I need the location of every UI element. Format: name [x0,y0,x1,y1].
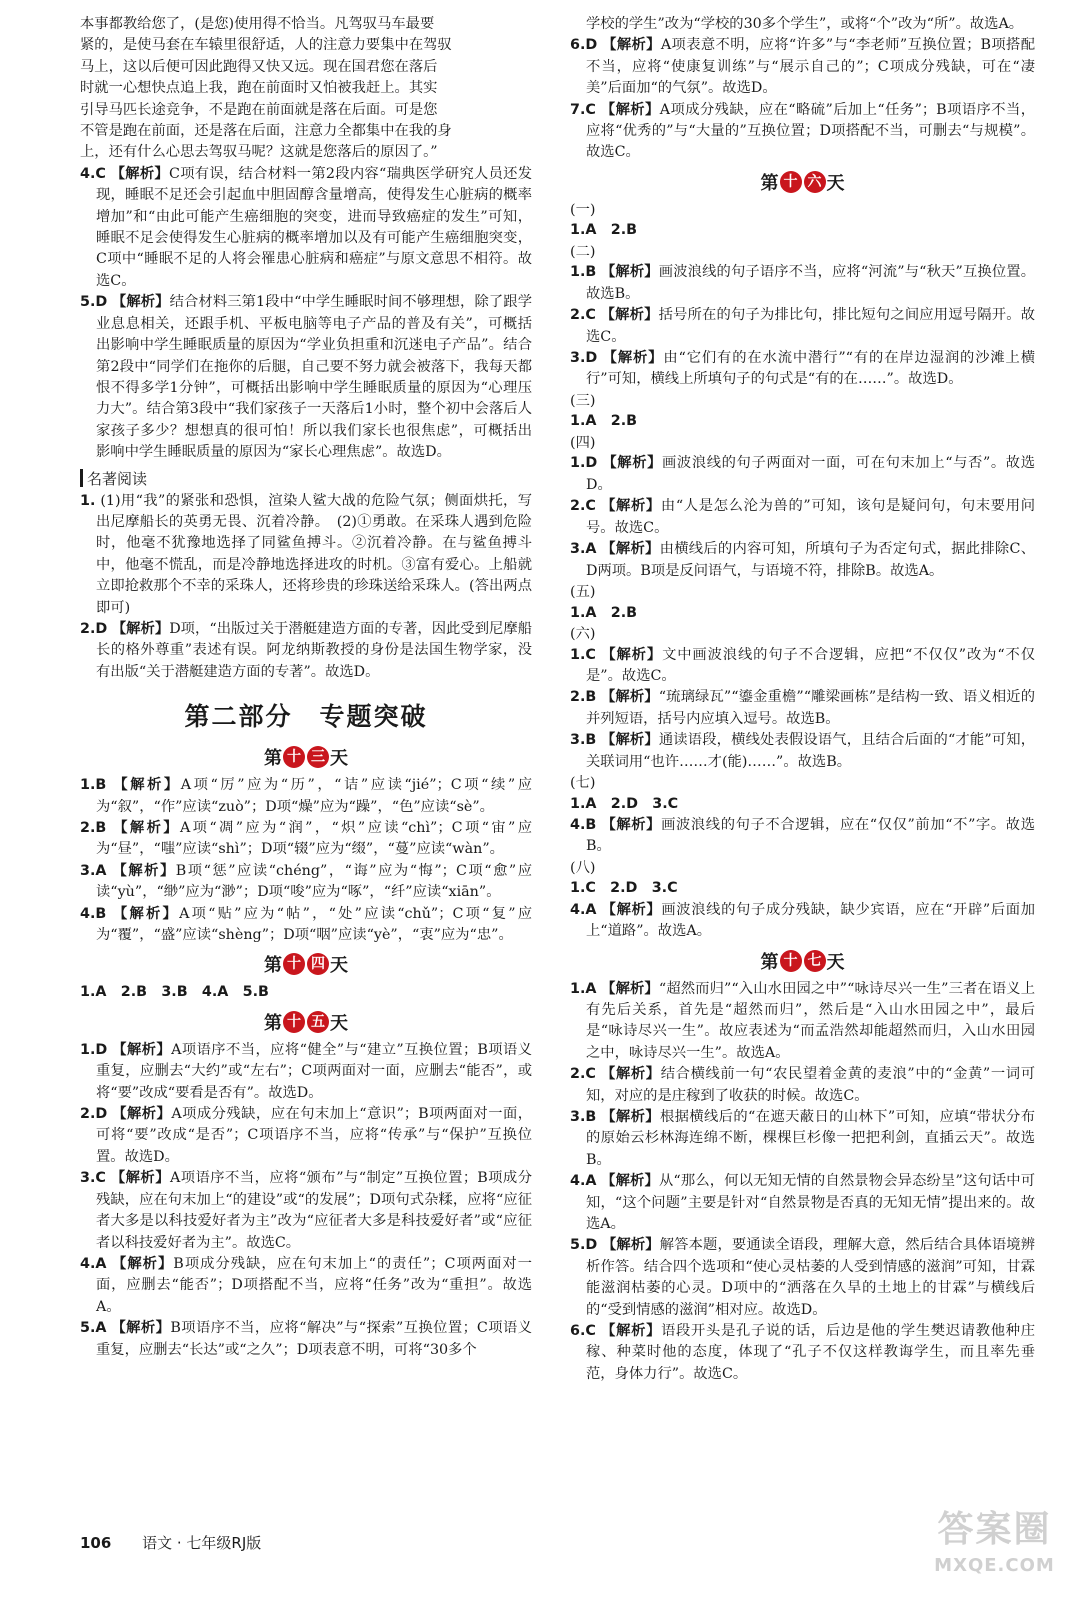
answer-number: 1. [80,492,96,509]
analysis-tag: 【解析】 [600,264,659,281]
analysis-tag: 【解析】 [601,816,662,833]
answer-text: A项语序不当，应将“健全”与“建立”互换位置；B项语义重复，应删去“大约”或“左右”；C项两面对一面，应删去“能否”，或将“要”改成“要看是否有”。故选D。 [96,1041,532,1101]
answer-text: “超然而归”“入山水田园之中”“咏诗尽兴一生”三者在语义上有先后关系，首先是“超然而归”，然后是“入山水田园之中”，最后是“咏诗尽兴一生”。故应表述为“而孟浩然却能超然而归，入山水田园之中，咏诗尽兴一生”。故选A。 [586,980,1036,1061]
day-prefix: 第 [264,1012,282,1034]
intro-line: 时就一心想快点追上我，跑在前面时又怕被我赶上。其实 [80,80,438,97]
day-number-badge: 三 [307,746,329,768]
analysis-tag: 【解析】 [600,689,659,706]
analysis-tag: 【解析】 [111,1320,171,1337]
answer-number: 5.D [570,1237,598,1254]
day-prefix: 第 [264,748,282,770]
answer-number: 1.B [570,264,597,281]
answer-item [570,1171,1035,1235]
group-label: (四) [570,434,596,451]
answer-item [570,1064,1035,1107]
page-footer [80,1532,261,1553]
day-number-badge: 十 [283,746,305,768]
classic-reading-label: 名著阅读 [87,469,148,488]
answer-item [80,818,532,861]
analysis-tag: 【解析】 [111,294,170,311]
analysis-tag: 【解析】 [602,37,661,54]
group-label: (三) [570,392,596,409]
answer-number: 2.C [570,307,596,324]
answer-number: 3.A [80,862,107,879]
answer-number: 1.D [570,455,598,472]
intro-line: 本事都教给您了，(是您)使用得不恰当。凡驾驭马车最要 [80,16,435,32]
answer-item [570,453,1035,496]
day-number-badge: 十 [283,1011,305,1033]
answer-item [570,348,1035,391]
book-title: 语文 · 七年级RJ版 [142,1534,262,1552]
answer-number: 4.B [570,816,597,833]
group-label: (八) [570,859,596,876]
group-label: (二) [570,243,596,260]
analysis-tag: 【解析】 [112,862,176,879]
answer-item [570,411,1035,432]
answer-item [570,1321,1035,1385]
answer-item [570,220,1035,241]
intro-line: 上，还有什么心思去驾驭马呢？这就是您落后的原因了。” [80,144,438,161]
answer-text: A项表意不明，应将“许多”与“李老师”互换位置；B项搭配不当，应将“使康复训练”与“展示自己的”；C项成分残缺，可在“凄美”后面加“的气氛”。故选D。 [586,37,1036,97]
answer-number: 4.A [570,901,597,918]
analysis-tag: 【解析】 [112,1041,172,1058]
answer-text: (1)用“我”的紧张和恐惧，渲染人鲨大战的危险气氛；侧面烘托，写出尼摩船长的英勇无畏、沉着冷静。 (2)①勇敢。在采珠人遇到危险时，他毫不犹豫地选择了同鲨鱼搏斗。②沉着冷静。在与鲨鱼搏斗中，他毫不慌乱，而是冷静地选择进攻的时机。③富有爱心。上船就立即抢救那个不幸的采珠人，还将珍贵的珍珠送给采珠人。(答出两点即可) [96,492,532,616]
answer-number: 4.B [80,905,107,922]
analysis-tag: 【解析】 [601,541,660,558]
answer-number: 2.D [80,1106,108,1123]
analysis-tag: 【解析】 [600,101,660,118]
answer-text: 由“人是怎么沦为兽的”可知，该句是疑问句，句末要用问号。故选C。 [586,498,1035,536]
day-13-heading [80,745,532,769]
answer-number: 2.C [570,498,596,515]
answer-text: 从“那么，何以无知无情的自然景物会异态纷呈”这句话中可知，“这个问题”主要是针对“自然景物是否真的无知无情”提出来的。故选A。 [586,1173,1036,1233]
answer-item [570,687,1035,730]
answer-text: A项语序不当，应将“颁布”与“制定”互换位置；B项成分残缺，应在句末加上“的建设”或“的发展”；D项句式杂糅，应将“应征者大多是以科技爱好者为主”改为“应征者大多是科技爱好者”或“应征者以科技爱好者为主”。故选C。 [96,1170,532,1251]
answer-text: 1.C 2.D 3.C [570,880,678,897]
answer-item [80,775,532,818]
answer-number: 1.D [80,1041,108,1058]
answer-number: 2.B [570,689,597,706]
watermark-url: MXQE.COM [934,1555,1055,1576]
answer-number: 5.A [80,1320,107,1337]
answer-text: 1.A 2.B [570,222,638,239]
answer-number: 1.A [570,980,597,997]
intro-translation [80,14,532,164]
answer-number: 3.B [570,1109,597,1125]
analysis-tag: 【解析】 [112,1255,174,1272]
answer-item [570,539,1035,582]
answer-text: 由“它们有的在水流中潜行”“有的在岸边湿润的沙滩上横行”可知，横线上所填句子的句式是“有的在……”。故选D。 [586,350,1035,388]
answer-text: 由横线后的内容可知，所填句子为否定句式，据此排除C、D两项。B项是反问语气，与语境不符，排除B。故选A。 [586,541,1036,579]
answer-number: 3.C [80,1170,106,1187]
answer-text: 画波浪线的句子不合逻辑，应在“仅仅”前加“不”字。故选B。 [586,816,1036,855]
group-label: (七) [570,774,596,791]
answer-list-reading [80,164,532,464]
day-number-badge: 五 [307,1011,329,1033]
answer-item [80,164,532,292]
day-suffix: 天 [330,748,348,770]
section-title: 第二部分 专题突破 [184,702,428,732]
answer-text: 根据横线后的“在遮天蔽日的山林下”可知，应填“带状分布的原始云杉林海连绵不断，棵棵巨杉像一把把利剑，直插云天”。故选B。 [586,1109,1036,1168]
answer-item [570,35,1035,99]
analysis-tag: 【解析】 [601,1323,662,1340]
watermark-logo [922,1505,1067,1595]
answer-number: 4.A [80,1255,107,1272]
analysis-tag: 【解析】 [600,307,659,324]
analysis-tag: 【解析】 [111,620,170,637]
day-number-badge: 十 [780,171,802,193]
answer-text: A项“凋”应为“润”，“炽”应读“chì”；C项“宙”应为“昼”，“嗤”应读“shì”；D项“辍”应为“缀”，“蔓”应读“wàn”。 [96,820,533,858]
right-column [570,14,1035,1385]
analysis-tag: 【解析】 [601,1109,660,1125]
answer-item [80,904,532,947]
analysis-tag: 【解析】 [601,1237,660,1254]
answer-item [80,1104,532,1168]
answer-item [80,1040,532,1104]
analysis-tag: 【解析】 [113,905,180,922]
day-14-heading [80,952,532,976]
answer-number: 3.D [570,350,598,367]
answer-text: 括号所在的句子为排比句，排比短句之间应用逗号隔开。故选C。 [586,307,1036,345]
intro-line: 马上，这以后便可因此跑得又快又远。现在国君您在落后 [80,58,438,75]
day-prefix: 第 [760,951,779,973]
answer-text: B项语序不当，应将“解决”与“探索”互换位置；C项语义重复，应删去“长达”或“之久”；D项表意不明，可将“30多个 [96,1320,532,1358]
answer-text: “琉璃绿瓦”“鎏金重檐”“雕梁画栋”是结构一致、语义相近的并列短语，括号内应填入逗号。故选B。 [586,689,1036,727]
answer-list-day13 [80,775,532,946]
answer-item [80,292,532,463]
answer-item [570,900,1035,943]
analysis-tag: 【解析】 [112,1106,172,1123]
answer-item [570,100,1035,164]
day-number-badge: 七 [804,950,826,972]
answer-text: 结合材料三第1段中“中学生睡眠时间不够理想，除了跟学业息息相关，还跟手机、平板电脑等电子产品的普及有关”，可概括出影响中学生睡眠质量的原因为“学业负担重和沉迷电子产品”。结合第2段中“同学们在拖你的后腿，自己要不努力就会被落下，我每天都恨不得多学1分钟”，可概括出影响中学生睡眠质量的原因为“心理压力大”。结合第3段中“我们家孩子一天落后1小时，整个初中会落后人家孩子多少？想想真的很可怕！所以我们家长也很焦虑”，可概括出影响中学生睡眠质量的原因为“家长心理焦虑”。故选D。 [96,294,533,461]
answer-text: 画波浪线的句子两面对一面，可在句末加上“与否”。故选D。 [586,455,1035,493]
analysis-tag: 【解析】 [601,1066,661,1083]
answer-item [570,815,1035,858]
answer-list-day17 [570,979,1035,1386]
continued-text: 学校的学生”改为“学校的30多个学生”，或将“个”改为“所”。故选A。 [586,16,1024,32]
day-prefix: 第 [760,172,779,194]
answer-text: 画波浪线的句子语序不当，应将“河流”与“秋天”互换位置。故选B。 [586,264,1036,302]
day-number-badge: 十 [283,953,305,975]
answer-item [80,619,532,683]
group-label: (一) [570,201,596,218]
group-label: (六) [570,625,596,642]
left-column [80,14,532,1361]
answer-text: A项成分残缺，应在“略硫”后加上“任务”；B项语序不当，应将“优秀的”与“大量的”互换位置；D项搭配不当，可删去“与规模”。故选C。 [586,101,1036,161]
answer-list-day15-cont [570,35,1035,163]
answer-text: 解答本题，要通读全语段，理解大意，然后结合具体语境辨析作答。结合四个选项和“使心灵枯萎的人受到情感的滋润”可知，甘霖能滋润枯萎的心灵。D项中的“洒落在久旱的土地上的甘霖”与横线后的“受到情感的滋润”相对应。故选D。 [586,1237,1036,1318]
answer-number: 7.C [570,101,596,118]
analysis-tag: 【解析】 [601,498,661,515]
heading-bar [80,469,83,487]
answer-item [80,491,532,619]
day-number-badge: 十 [780,950,802,972]
answer-text: B项“惩”应读“chéng”，“诲”应为“悔”；C项“愈”应读“yù”，“缈”应为“渺”；D项“唆”应为“啄”，“纤”应读“xiān”。 [96,862,532,901]
day-14-answers: 1.A 2.B 3.B 4.A 5.B [80,984,269,1001]
day-suffix: 天 [330,955,348,977]
analysis-tag: 【解析】 [601,980,659,997]
answer-text: 语段开头是孔子说的话，后边是他的学生樊迟请教他种庄稼、种菜时他的态度，体现了“孔子不仅这样教诲学生，而且率先垂范，身体力行”。故选C。 [586,1323,1036,1382]
answer-text: D项，“出版过关于潜艇建造方面的专著，因此受到尼摩船长的格外尊重”表述有误。阿龙纳斯教授的身份是法国生物学家，没有出版“关于潜艇建造方面的专著”。故选D。 [96,620,533,680]
analysis-tag: 【解析】 [113,777,181,794]
classic-reading-heading [80,468,532,489]
answer-item [570,1107,1035,1171]
answer-text: 1.A 2.D 3.C [570,795,679,812]
watermark-text: 答案圈 [937,1509,1052,1550]
group-label: (五) [570,583,596,600]
answer-item [80,1254,532,1318]
answer-number: 1.C [570,646,596,663]
answer-number: 6.D [570,37,598,54]
answer-number: 2.D [80,620,108,637]
answer-item [570,496,1035,539]
answer-item [570,794,1035,815]
answer-item [570,730,1035,773]
answer-item [80,861,532,904]
day-number-badge: 四 [307,953,329,975]
answer-number: 3.B [570,732,597,749]
answer-item [570,878,1035,899]
day-16-heading [570,170,1035,194]
answer-text: A项成分残缺，应在句末加上“意识”；B项两面对一面，可将“要”改成“是否”；C项语序不当，应将“传承”与“保护”互换位置。故选D。 [96,1106,533,1165]
answer-item [570,262,1035,305]
answer-text: 画波浪线的句子成分残缺，缺少宾语，应在“开辟”后面加上“道路”。故选A。 [586,901,1036,940]
analysis-tag: 【解析】 [113,820,180,836]
answer-text: 通读语段，横线处表假设语气，且结合后面的“才能”可知，关联词用“也许……才(能)……”。故选B。 [586,732,1036,770]
answer-item [570,603,1035,624]
answer-number: 6.C [570,1323,596,1340]
intro-line: 紧的，是使马套在车辕里很舒适，人的注意力要集中在驾驭 [80,37,452,54]
analysis-tag: 【解析】 [602,455,663,472]
answer-number: 3.A [570,541,597,558]
answer-number: 4.A [570,1173,597,1190]
analysis-tag: 【解析】 [601,732,659,749]
answer-text: B项成分残缺，应在句末加上“的责任”；C项两面对一面，应删去“能否”；D项搭配不当，应将“任务”改为“重担”。故选A。 [96,1255,533,1315]
answer-number: 1.B [80,777,107,794]
answer-text: 1.A 2.B [570,413,638,430]
day-suffix: 天 [826,172,845,194]
analysis-tag: 【解析】 [601,646,663,663]
analysis-tag: 【解析】 [601,1173,659,1190]
answer-item [570,305,1035,348]
answer-groups-day16 [570,200,1035,943]
answer-text: A项“贴”应为“帖”，“处”应读“chǔ”；C项“复”应为“覆”，“盛”应读“shèng”；D项“咽”应读“yè”，“衷”应为“忠”。 [96,905,533,944]
day-15-heading [80,1010,532,1034]
answer-text: C项有误，结合材料一第2段内容“瑞典医学研究人员还发现，睡眠不足还会引起血中胆固醇含量增高，使得发生心脏病的概率增加”和“由此可能产生癌细胞的突变，进而导致癌症的发生”可知，睡眠不足会使得发生心脏病的概率增加以及有可能产生癌细胞突变，C项中“睡眠不足的人将会罹患心脏病和癌症”与原文意思不相符。故选C。 [96,165,533,289]
answer-item [570,979,1035,1065]
intro-line: 引导马匹长途竞争，不是跑在前面就是落在后面。可是您 [80,101,438,118]
answer-number: 2.B [80,820,107,836]
analysis-tag: 【解析】 [602,350,664,367]
answer-text: 结合横线前一句“农民望着金黄的麦浪”中的“金黄”一词可知，对应的是庄稼到了收获的时候。故选C。 [586,1066,1036,1104]
analysis-tag: 【解析】 [110,1170,170,1187]
page-number: 106 [80,1534,112,1552]
intro-line: 不管是跑在前面，还是落在后面，注意力全都集中在我的身 [80,123,452,140]
day-suffix: 天 [826,951,845,973]
answer-number: 2.C [570,1066,596,1083]
answer-list-day15 [80,1040,532,1361]
answer-item [80,1168,532,1254]
day-number-badge: 六 [804,171,826,193]
answer-number: 4.C [80,165,106,182]
answer-list-classic [80,491,532,684]
analysis-tag: 【解析】 [601,901,662,918]
answer-text: 1.A 2.B [570,604,638,621]
answer-text: 文中画波浪线的句子不合逻辑，应把“不仅仅”改为“不仅是”。故选C。 [586,646,1036,684]
answer-item [570,1235,1035,1321]
day-17-heading [570,949,1035,973]
answer-number: 5.D [80,294,108,311]
day-prefix: 第 [264,955,282,977]
analysis-tag: 【解析】 [110,165,169,182]
answer-item [570,645,1035,688]
answer-item [80,1318,532,1361]
day-suffix: 天 [330,1012,348,1034]
answer-text: A项“厉”应为“历”，“诘”应读“jié”；C项“续”应为“叙”，“作”应读“zuò”；D项“燥”应为“躁”，“色”应读“sè”。 [96,777,533,815]
